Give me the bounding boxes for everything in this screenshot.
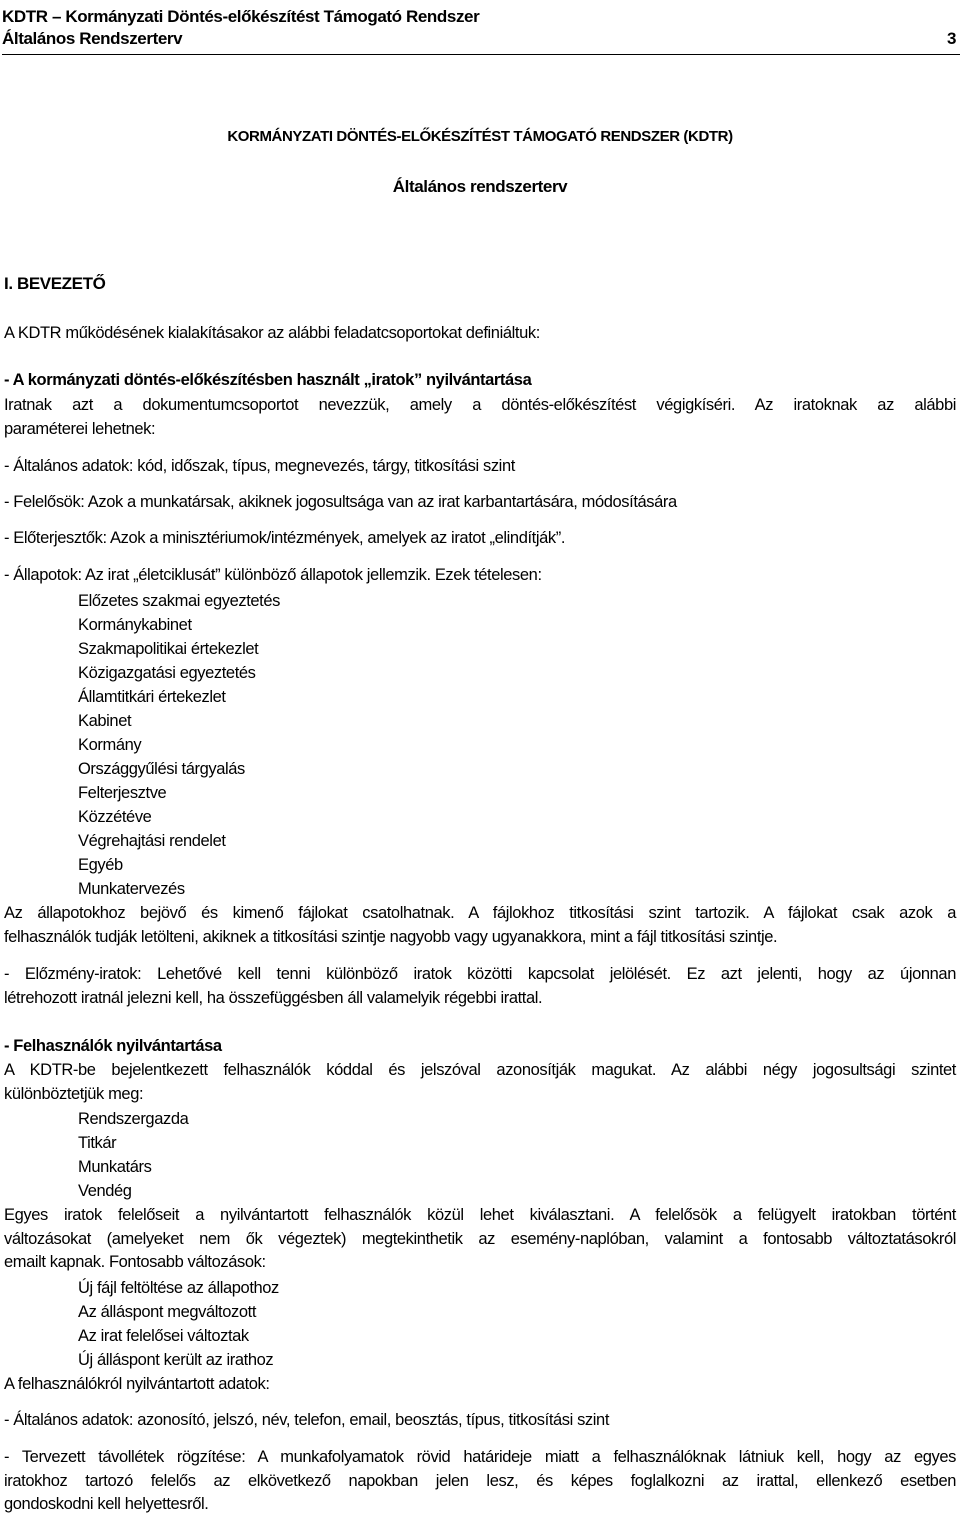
list-item: Rendszergazda xyxy=(78,1110,189,1128)
list-item: Előzetes szakmai egyeztetés xyxy=(78,592,280,610)
files-paragraph: Az állapotokhoz bejövő és kimenő fájlokat csatolhatnak. A fájlokhoz titkosítási szint tartozik. A fájlokat csak azok a felhasználók tudják letölteni, akiknek a titkosítási szintje nagyobb vagy ugyanakkora, mint a fájl titkosítási szintje. xyxy=(4,904,956,946)
list-item: Felterjesztve xyxy=(78,784,167,802)
list-item: Kormány xyxy=(78,736,142,754)
list-item: Munkatervezés xyxy=(78,880,185,898)
list-item: Egyéb xyxy=(78,856,123,874)
list-item: Az álláspont megváltozott xyxy=(78,1303,257,1321)
list-item: Országgyűlési tárgyalás xyxy=(78,760,245,778)
list-item: Államtitkári értekezlet xyxy=(78,688,226,706)
list-item: Kabinet xyxy=(78,712,132,730)
list-item: Új álláspont került az irathoz xyxy=(78,1351,274,1369)
general-data-text: - Általános adatok: kód, időszak, típus, megnevezés, tárgy, titkosítási szint xyxy=(4,457,515,475)
page-header xyxy=(2,6,960,55)
list-item: Titkár xyxy=(78,1134,117,1152)
section-heading: I. BEVEZETŐ xyxy=(4,274,106,293)
previous-records-paragraph: - Előzmény-iratok: Lehetővé kell tenni különböző iratok közötti kapcsolat jelölését. Ez azt jelenti, hogy az újonnan létrehozott iratnál jelezni kell, ha összefüggésben áll valamelyik régebbi irattal. xyxy=(4,965,956,1007)
list-item: Új fájl feltöltése az állapothoz xyxy=(78,1279,279,1297)
page-number: 3 xyxy=(946,29,956,48)
list-item: Kormánykabinet xyxy=(78,616,192,634)
users-heading: - Felhasználók nyilvántartása xyxy=(4,1037,222,1055)
document-title: KORMÁNYZATI DÖNTÉS-ELŐKÉSZÍTÉST TÁMOGATÓ RENDSZER (KDTR) xyxy=(227,128,733,145)
intro-text: A KDTR működésének kialakításakor az alábbi feladatcsoportokat definiáltuk: xyxy=(4,324,540,342)
submitters-text: - Előterjesztők: Azok a minisztériumok/intézmények, amelyek az iratot „elindítják”. xyxy=(4,529,566,547)
list-item: Vendég xyxy=(78,1182,132,1200)
list-item: Közigazgatási egyeztetés xyxy=(78,664,256,682)
header-subtitle: Általános Rendszerterv xyxy=(2,29,183,48)
owners-paragraph: Egyes iratok felelőseit a nyilvántartott felhasználók közül lehet kiválasztani. A felelősök a felügyelt iratokban történt változásokat (amelyeket nem ők végeztek) megtekinthetik az esemény-naplóban, valamint a fontosabb változtatásokról emailt kapnak. Fontosabb változások: xyxy=(4,1206,956,1271)
users-paragraph: A KDTR-be bejelentkezett felhasználók kóddal és jelszóval azonosítják magukat. Az alábbi négy jogosultsági szintet különböztetjük meg: xyxy=(4,1061,956,1103)
document-subtitle: Általános rendszerterv xyxy=(392,177,568,196)
list-item: Közzétéve xyxy=(78,808,152,826)
list-item: Végrehajtási rendelet xyxy=(78,832,226,850)
records-paragraph: Iratnak azt a dokumentumcsoportot nevezzük, amely a döntés-előkészítést végigkíséri. Az iratoknak az alábbi paraméterei lehetnek: xyxy=(4,396,956,438)
owners-text: - Felelősök: Azok a munkatársak, akiknek jogosultsága van az irat karbantartására, módosítására xyxy=(4,493,677,511)
list-item: Az irat felelősei változtak xyxy=(78,1327,249,1345)
states-text: - Állapotok: Az irat „életciklusát” különböző állapotok jellemzik. Ezek tételesen: xyxy=(4,566,542,584)
absence-paragraph: - Tervezett távollétek rögzítése: A munkafolyamatok rövid határideje miatt a felhasználóknak látniuk kell, hogy az egyes iratokhoz tartozó felelős az elkövetkező napokban jelen lesz, és képes foglalkozni az irattal, ellenkező esetben gondoskodni kell helyettesről. xyxy=(4,1448,956,1513)
list-item: Munkatárs xyxy=(78,1158,152,1176)
user-data-heading: A felhasználókról nyilvántartott adatok: xyxy=(4,1375,270,1393)
records-heading: - A kormányzati döntés-előkészítésben használt „iratok” nyilvántartása xyxy=(4,371,532,389)
list-item: Szakmapolitikai értekezlet xyxy=(78,640,259,658)
header-title: KDTR – Kormányzati Döntés-előkészítést Támogató Rendszer xyxy=(2,7,480,26)
user-general-data-text: - Általános adatok: azonosító, jelszó, név, telefon, email, beosztás, típus, titkosítási szint xyxy=(4,1411,610,1429)
